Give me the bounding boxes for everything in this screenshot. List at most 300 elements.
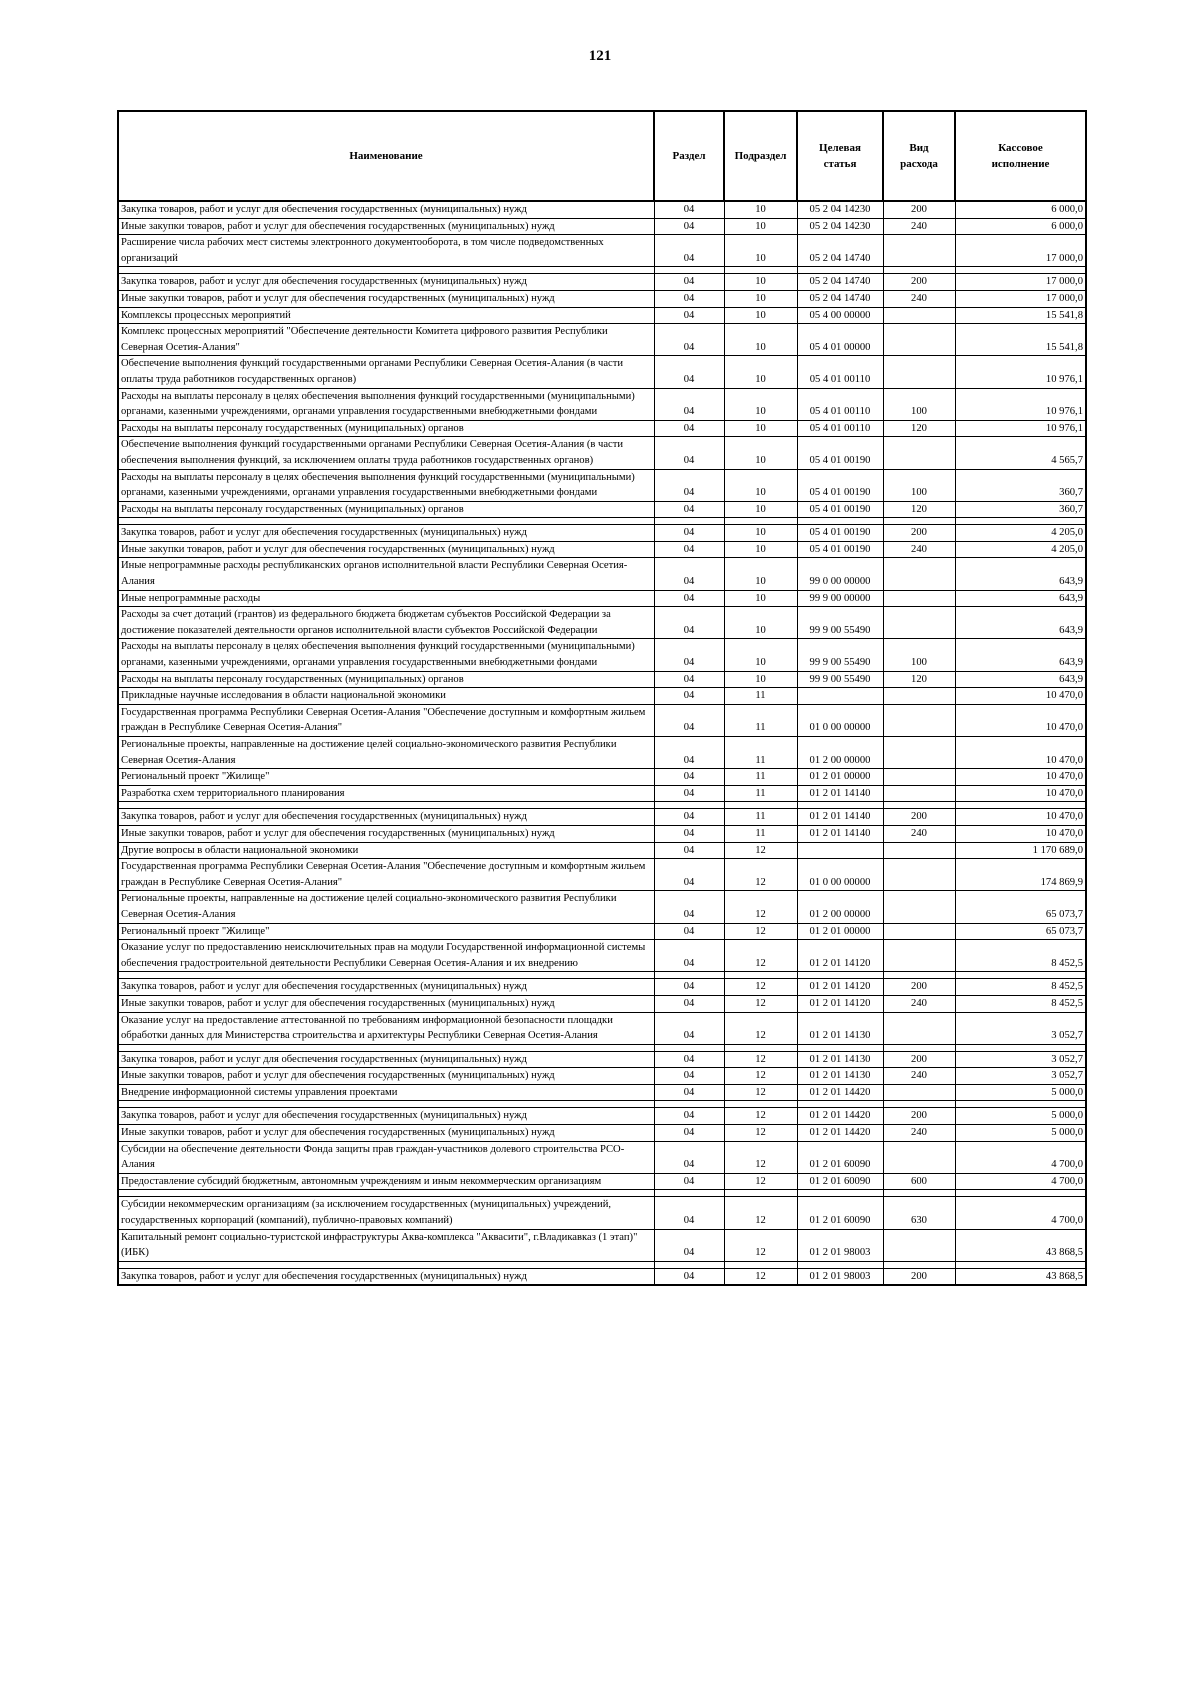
row-vid: 600 xyxy=(883,1173,955,1190)
table-row xyxy=(118,218,1086,235)
row-name: Оказание услуг на предоставление аттестованной по требованиям информационной безопасности площадки обработки данных для Министерства строительства и архитектуры Республики Северная Осетия-Алания xyxy=(118,1012,654,1044)
row-razdel: 04 xyxy=(654,639,724,671)
row-vid: 240 xyxy=(883,290,955,307)
row-vid: 240 xyxy=(883,1068,955,1085)
row-name: Государственная программа Республики Северная Осетия-Алания "Обеспечение доступным и комфортным жильем граждан в Республике Северная Осетия-Алания" xyxy=(118,704,654,736)
row-name: Закупка товаров, работ и услуг для обеспечения государственных (муниципальных) нужд xyxy=(118,1108,654,1125)
table-row xyxy=(118,671,1086,688)
row-celevaya: 05 4 01 00190 xyxy=(797,469,883,501)
row-celevaya: 01 2 01 14140 xyxy=(797,809,883,826)
row-celevaya: 01 2 01 14130 xyxy=(797,1068,883,1085)
row-vid xyxy=(883,923,955,940)
row-podrazdel: 10 xyxy=(724,671,797,688)
row-name: Внедрение информационной системы управления проектами xyxy=(118,1084,654,1101)
row-razdel: 04 xyxy=(654,1068,724,1085)
spacer-cell xyxy=(883,267,955,274)
row-amount: 4 205,0 xyxy=(955,541,1086,558)
spacer-cell xyxy=(955,267,1086,274)
row-amount: 8 452,5 xyxy=(955,940,1086,972)
row-name: Региональный проект "Жилище" xyxy=(118,923,654,940)
row-podrazdel: 12 xyxy=(724,891,797,923)
spacer-cell xyxy=(724,1044,797,1051)
row-razdel: 04 xyxy=(654,842,724,859)
spacer-cell xyxy=(118,1190,654,1197)
row-celevaya: 01 2 01 00000 xyxy=(797,923,883,940)
spacer-cell xyxy=(118,518,654,525)
row-podrazdel: 10 xyxy=(724,307,797,324)
row-podrazdel: 10 xyxy=(724,639,797,671)
header-name: Наименование xyxy=(118,111,654,201)
row-vid: 120 xyxy=(883,420,955,437)
spacer-cell xyxy=(955,1190,1086,1197)
spacer-cell xyxy=(955,1261,1086,1268)
row-name: Расходы на выплаты персоналу в целях обеспечения выполнения функций государственными (муниципальными) органами, казенными учреждениями, органами управления государственными внебюджетными фондами xyxy=(118,469,654,501)
row-amount: 4 205,0 xyxy=(955,525,1086,542)
row-name: Государственная программа Республики Северная Осетия-Алания "Обеспечение доступным и комфортным жильем граждан в Республике Северная Осетия-Алания" xyxy=(118,859,654,891)
row-amount: 4 700,0 xyxy=(955,1141,1086,1173)
spacer-cell xyxy=(797,1101,883,1108)
spacer-cell xyxy=(883,972,955,979)
row-celevaya: 01 2 01 14420 xyxy=(797,1084,883,1101)
row-name: Комплекс процессных мероприятий "Обеспечение деятельности Комитета цифрового развития Республики Северная Осетия-Алания" xyxy=(118,324,654,356)
row-amount: 17 000,0 xyxy=(955,274,1086,291)
row-name: Иные непрограммные расходы республиканских органов исполнительной власти Республики Северная Осетия-Алания xyxy=(118,558,654,590)
row-vid xyxy=(883,842,955,859)
row-celevaya: 01 2 01 14140 xyxy=(797,785,883,802)
row-razdel: 04 xyxy=(654,469,724,501)
spacer-cell xyxy=(955,802,1086,809)
table-row xyxy=(118,607,1086,639)
row-podrazdel: 12 xyxy=(724,995,797,1012)
table-row xyxy=(118,235,1086,267)
row-razdel: 04 xyxy=(654,1229,724,1261)
table-row xyxy=(118,420,1086,437)
row-razdel: 04 xyxy=(654,859,724,891)
table-body xyxy=(118,201,1086,1285)
row-vid xyxy=(883,1012,955,1044)
row-amount: 4 700,0 xyxy=(955,1197,1086,1229)
row-vid xyxy=(883,307,955,324)
row-amount: 10 470,0 xyxy=(955,737,1086,769)
row-podrazdel: 10 xyxy=(724,420,797,437)
table-row xyxy=(118,501,1086,518)
row-podrazdel: 12 xyxy=(724,859,797,891)
row-razdel: 04 xyxy=(654,218,724,235)
row-celevaya: 05 4 01 00110 xyxy=(797,388,883,420)
row-amount: 10 976,1 xyxy=(955,388,1086,420)
table-row xyxy=(118,525,1086,542)
row-podrazdel: 10 xyxy=(724,388,797,420)
row-podrazdel: 12 xyxy=(724,940,797,972)
table-row xyxy=(118,1108,1086,1125)
row-razdel: 04 xyxy=(654,1125,724,1142)
spacer-cell xyxy=(118,267,654,274)
table-row xyxy=(118,1084,1086,1101)
row-amount: 17 000,0 xyxy=(955,235,1086,267)
table-row-spacer xyxy=(118,802,1086,809)
row-vid xyxy=(883,607,955,639)
row-vid xyxy=(883,590,955,607)
row-razdel: 04 xyxy=(654,979,724,996)
row-vid: 200 xyxy=(883,1108,955,1125)
row-razdel: 04 xyxy=(654,995,724,1012)
row-celevaya: 01 2 01 00000 xyxy=(797,769,883,786)
table-row xyxy=(118,1268,1086,1285)
spacer-cell xyxy=(654,972,724,979)
spacer-cell xyxy=(955,972,1086,979)
row-celevaya: 99 9 00 00000 xyxy=(797,590,883,607)
row-amount: 15 541,8 xyxy=(955,307,1086,324)
row-amount: 15 541,8 xyxy=(955,324,1086,356)
row-razdel: 04 xyxy=(654,525,724,542)
table-row xyxy=(118,590,1086,607)
header-vid-line2: расхода xyxy=(900,158,938,170)
table-row xyxy=(118,688,1086,705)
row-vid: 200 xyxy=(883,1268,955,1285)
row-name: Иные закупки товаров, работ и услуг для обеспечения государственных (муниципальных) нужд xyxy=(118,290,654,307)
row-name: Прикладные научные исследования в области национальной экономики xyxy=(118,688,654,705)
row-razdel: 04 xyxy=(654,274,724,291)
row-celevaya: 05 4 01 00190 xyxy=(797,437,883,469)
row-celevaya: 01 2 01 14130 xyxy=(797,1051,883,1068)
row-razdel: 04 xyxy=(654,1084,724,1101)
row-vid: 120 xyxy=(883,671,955,688)
spacer-cell xyxy=(955,1044,1086,1051)
row-podrazdel: 10 xyxy=(724,235,797,267)
row-vid xyxy=(883,235,955,267)
spacer-cell xyxy=(724,972,797,979)
row-razdel: 04 xyxy=(654,1268,724,1285)
row-vid xyxy=(883,437,955,469)
row-name: Предоставление субсидий бюджетным, автономным учреждениям и иным некоммерческим организациям xyxy=(118,1173,654,1190)
spacer-cell xyxy=(797,1044,883,1051)
table-row xyxy=(118,1051,1086,1068)
table-row xyxy=(118,201,1086,218)
row-celevaya: 05 4 01 00110 xyxy=(797,356,883,388)
row-amount: 4 700,0 xyxy=(955,1173,1086,1190)
row-podrazdel: 11 xyxy=(724,737,797,769)
table-header-row xyxy=(118,111,1086,201)
spacer-cell xyxy=(118,1044,654,1051)
spacer-cell xyxy=(724,267,797,274)
row-razdel: 04 xyxy=(654,737,724,769)
row-razdel: 04 xyxy=(654,558,724,590)
row-vid: 240 xyxy=(883,541,955,558)
row-podrazdel: 11 xyxy=(724,688,797,705)
row-celevaya: 01 0 00 00000 xyxy=(797,704,883,736)
row-celevaya: 05 4 01 00110 xyxy=(797,420,883,437)
row-vid xyxy=(883,1084,955,1101)
table-row xyxy=(118,859,1086,891)
row-amount: 10 470,0 xyxy=(955,704,1086,736)
row-podrazdel: 10 xyxy=(724,541,797,558)
row-name: Субсидии некоммерческим организациям (за исключением государственных (муниципальных) учреждений, государственных корпораций (компаний), публично-правовых компаний) xyxy=(118,1197,654,1229)
row-amount: 1 170 689,0 xyxy=(955,842,1086,859)
table-row xyxy=(118,704,1086,736)
row-celevaya: 01 2 01 14140 xyxy=(797,825,883,842)
row-podrazdel: 12 xyxy=(724,1268,797,1285)
row-celevaya: 99 9 00 55490 xyxy=(797,639,883,671)
spacer-cell xyxy=(654,1044,724,1051)
row-name: Закупка товаров, работ и услуг для обеспечения государственных (муниципальных) нужд xyxy=(118,274,654,291)
table-row xyxy=(118,469,1086,501)
table-row xyxy=(118,1012,1086,1044)
row-celevaya: 01 2 01 60090 xyxy=(797,1197,883,1229)
row-celevaya: 05 2 04 14740 xyxy=(797,290,883,307)
row-vid: 200 xyxy=(883,809,955,826)
row-vid: 200 xyxy=(883,525,955,542)
row-vid xyxy=(883,769,955,786)
row-name: Закупка товаров, работ и услуг для обеспечения государственных (муниципальных) нужд xyxy=(118,809,654,826)
row-amount: 43 868,5 xyxy=(955,1268,1086,1285)
table-row xyxy=(118,388,1086,420)
row-razdel: 04 xyxy=(654,590,724,607)
table-row xyxy=(118,558,1086,590)
spacer-cell xyxy=(797,518,883,525)
row-razdel: 04 xyxy=(654,688,724,705)
spacer-cell xyxy=(797,1190,883,1197)
spacer-cell xyxy=(724,802,797,809)
row-razdel: 04 xyxy=(654,923,724,940)
table-row xyxy=(118,940,1086,972)
row-podrazdel: 12 xyxy=(724,1229,797,1261)
row-podrazdel: 11 xyxy=(724,769,797,786)
row-razdel: 04 xyxy=(654,607,724,639)
row-name: Закупка товаров, работ и услуг для обеспечения государственных (муниципальных) нужд xyxy=(118,1268,654,1285)
row-vid: 100 xyxy=(883,639,955,671)
row-celevaya: 01 2 01 14120 xyxy=(797,995,883,1012)
row-celevaya: 05 4 01 00190 xyxy=(797,525,883,542)
row-amount: 10 470,0 xyxy=(955,769,1086,786)
row-name: Расходы на выплаты персоналу государственных (муниципальных) органов xyxy=(118,501,654,518)
header-kassa-line2: исполнение xyxy=(991,158,1050,170)
header-celevaya-line1: Целевая xyxy=(819,142,861,154)
spacer-cell xyxy=(724,518,797,525)
row-name: Закупка товаров, работ и услуг для обеспечения государственных (муниципальных) нужд xyxy=(118,979,654,996)
row-celevaya: 01 2 01 14130 xyxy=(797,1012,883,1044)
table-row xyxy=(118,923,1086,940)
row-amount: 360,7 xyxy=(955,501,1086,518)
table-row xyxy=(118,1173,1086,1190)
row-vid: 200 xyxy=(883,201,955,218)
row-razdel: 04 xyxy=(654,307,724,324)
row-celevaya: 05 4 00 00000 xyxy=(797,307,883,324)
row-name: Региональный проект "Жилище" xyxy=(118,769,654,786)
row-podrazdel: 12 xyxy=(724,1051,797,1068)
row-razdel: 04 xyxy=(654,1012,724,1044)
row-podrazdel: 10 xyxy=(724,290,797,307)
row-podrazdel: 12 xyxy=(724,1141,797,1173)
row-vid xyxy=(883,558,955,590)
table-row xyxy=(118,1125,1086,1142)
row-name: Закупка товаров, работ и услуг для обеспечения государственных (муниципальных) нужд xyxy=(118,1051,654,1068)
row-razdel: 04 xyxy=(654,437,724,469)
row-amount: 10 470,0 xyxy=(955,688,1086,705)
row-razdel: 04 xyxy=(654,825,724,842)
row-vid: 240 xyxy=(883,1125,955,1142)
table-row-spacer xyxy=(118,972,1086,979)
table-row xyxy=(118,541,1086,558)
row-amount: 5 000,0 xyxy=(955,1125,1086,1142)
row-razdel: 04 xyxy=(654,201,724,218)
row-razdel: 04 xyxy=(654,356,724,388)
spacer-cell xyxy=(118,972,654,979)
row-name: Иные закупки товаров, работ и услуг для обеспечения государственных (муниципальных) нужд xyxy=(118,541,654,558)
row-amount: 3 052,7 xyxy=(955,1051,1086,1068)
table-row xyxy=(118,809,1086,826)
spacer-cell xyxy=(654,1101,724,1108)
row-name: Закупка товаров, работ и услуг для обеспечения государственных (муниципальных) нужд xyxy=(118,201,654,218)
row-vid xyxy=(883,785,955,802)
row-razdel: 04 xyxy=(654,290,724,307)
row-celevaya xyxy=(797,842,883,859)
header-vid xyxy=(883,111,955,201)
row-amount: 643,9 xyxy=(955,639,1086,671)
table-row xyxy=(118,891,1086,923)
spacer-cell xyxy=(955,518,1086,525)
row-celevaya: 99 9 00 55490 xyxy=(797,671,883,688)
row-podrazdel: 10 xyxy=(724,469,797,501)
row-vid xyxy=(883,940,955,972)
table-row xyxy=(118,274,1086,291)
row-podrazdel: 12 xyxy=(724,1108,797,1125)
row-name: Закупка товаров, работ и услуг для обеспечения государственных (муниципальных) нужд xyxy=(118,525,654,542)
spacer-cell xyxy=(883,518,955,525)
row-amount: 43 868,5 xyxy=(955,1229,1086,1261)
row-podrazdel: 11 xyxy=(724,704,797,736)
row-podrazdel: 10 xyxy=(724,525,797,542)
row-amount: 360,7 xyxy=(955,469,1086,501)
spacer-cell xyxy=(883,1044,955,1051)
header-celevaya-line2: статья xyxy=(823,158,857,170)
row-amount: 10 470,0 xyxy=(955,785,1086,802)
row-celevaya: 01 2 01 14120 xyxy=(797,979,883,996)
spacer-cell xyxy=(883,802,955,809)
row-celevaya: 05 2 04 14230 xyxy=(797,218,883,235)
row-vid: 200 xyxy=(883,274,955,291)
row-amount: 643,9 xyxy=(955,671,1086,688)
spacer-cell xyxy=(883,1190,955,1197)
spacer-cell xyxy=(724,1101,797,1108)
row-podrazdel: 12 xyxy=(724,979,797,996)
row-name: Иные закупки товаров, работ и услуг для обеспечения государственных (муниципальных) нужд xyxy=(118,995,654,1012)
spacer-cell xyxy=(883,1101,955,1108)
row-amount: 3 052,7 xyxy=(955,1068,1086,1085)
row-razdel: 04 xyxy=(654,420,724,437)
row-name: Иные закупки товаров, работ и услуг для обеспечения государственных (муниципальных) нужд xyxy=(118,825,654,842)
row-razdel: 04 xyxy=(654,891,724,923)
row-podrazdel: 12 xyxy=(724,1125,797,1142)
row-vid xyxy=(883,737,955,769)
row-razdel: 04 xyxy=(654,541,724,558)
spacer-cell xyxy=(654,267,724,274)
row-podrazdel: 10 xyxy=(724,558,797,590)
row-celevaya: 05 4 01 00190 xyxy=(797,501,883,518)
row-razdel: 04 xyxy=(654,785,724,802)
row-celevaya: 01 2 01 60090 xyxy=(797,1141,883,1173)
row-name: Расходы на выплаты персоналу государственных (муниципальных) органов xyxy=(118,420,654,437)
row-celevaya: 05 2 04 14230 xyxy=(797,201,883,218)
row-celevaya: 01 2 01 98003 xyxy=(797,1229,883,1261)
row-name: Другие вопросы в области национальной экономики xyxy=(118,842,654,859)
table-row xyxy=(118,1068,1086,1085)
spacer-cell xyxy=(724,1190,797,1197)
table-row xyxy=(118,979,1086,996)
table-row-spacer xyxy=(118,1101,1086,1108)
row-podrazdel: 10 xyxy=(724,274,797,291)
row-podrazdel: 10 xyxy=(724,218,797,235)
table-row xyxy=(118,842,1086,859)
row-podrazdel: 10 xyxy=(724,501,797,518)
row-amount: 174 869,9 xyxy=(955,859,1086,891)
row-podrazdel: 12 xyxy=(724,1068,797,1085)
row-name: Расходы за счет дотаций (грантов) из федерального бюджета бюджетам субъектов Российской Федерации за достижение показателей деятельности органов исполнительной власти субъектов Российской Федерации xyxy=(118,607,654,639)
row-name: Субсидии на обеспечение деятельности Фонда защиты прав граждан-участников долевого строительства РСО-Алания xyxy=(118,1141,654,1173)
budget-table xyxy=(117,110,1087,1286)
table-row xyxy=(118,1197,1086,1229)
table-row-spacer xyxy=(118,518,1086,525)
row-razdel: 04 xyxy=(654,501,724,518)
table-row xyxy=(118,290,1086,307)
row-celevaya: 05 4 01 00190 xyxy=(797,541,883,558)
table-row-spacer xyxy=(118,1190,1086,1197)
row-vid xyxy=(883,688,955,705)
header-kassa-line1: Кассовое xyxy=(998,142,1043,154)
table-row xyxy=(118,1141,1086,1173)
row-name: Региональные проекты, направленные на достижение целей социально-экономического развития Республики Северная Осетия-Алания xyxy=(118,891,654,923)
row-name: Иные закупки товаров, работ и услуг для обеспечения государственных (муниципальных) нужд xyxy=(118,1125,654,1142)
table-row-spacer xyxy=(118,1261,1086,1268)
row-celevaya: 05 2 04 14740 xyxy=(797,274,883,291)
row-celevaya: 01 2 01 14120 xyxy=(797,940,883,972)
spacer-cell xyxy=(797,972,883,979)
spacer-cell xyxy=(797,1261,883,1268)
row-amount: 65 073,7 xyxy=(955,923,1086,940)
page-number: 121 xyxy=(588,48,612,64)
row-amount: 6 000,0 xyxy=(955,201,1086,218)
row-razdel: 04 xyxy=(654,1051,724,1068)
row-vid xyxy=(883,859,955,891)
row-amount: 6 000,0 xyxy=(955,218,1086,235)
row-vid: 630 xyxy=(883,1197,955,1229)
row-vid: 100 xyxy=(883,388,955,420)
row-amount: 10 470,0 xyxy=(955,825,1086,842)
header-vid-line1: Вид xyxy=(909,142,929,154)
row-name: Иные непрограммные расходы xyxy=(118,590,654,607)
row-vid xyxy=(883,1141,955,1173)
row-name: Расходы на выплаты персоналу государственных (муниципальных) органов xyxy=(118,671,654,688)
row-podrazdel: 10 xyxy=(724,201,797,218)
row-razdel: 04 xyxy=(654,769,724,786)
row-podrazdel: 10 xyxy=(724,607,797,639)
row-amount: 643,9 xyxy=(955,607,1086,639)
row-amount: 5 000,0 xyxy=(955,1084,1086,1101)
row-amount: 5 000,0 xyxy=(955,1108,1086,1125)
spacer-cell xyxy=(118,1261,654,1268)
row-podrazdel: 12 xyxy=(724,1173,797,1190)
row-razdel: 04 xyxy=(654,1108,724,1125)
header-celevaya xyxy=(797,111,883,201)
spacer-cell xyxy=(118,802,654,809)
spacer-cell xyxy=(955,1101,1086,1108)
row-celevaya: 01 2 00 00000 xyxy=(797,737,883,769)
row-razdel: 04 xyxy=(654,940,724,972)
row-podrazdel: 12 xyxy=(724,1084,797,1101)
table-row-spacer xyxy=(118,267,1086,274)
row-podrazdel: 12 xyxy=(724,842,797,859)
row-vid xyxy=(883,324,955,356)
row-vid: 100 xyxy=(883,469,955,501)
